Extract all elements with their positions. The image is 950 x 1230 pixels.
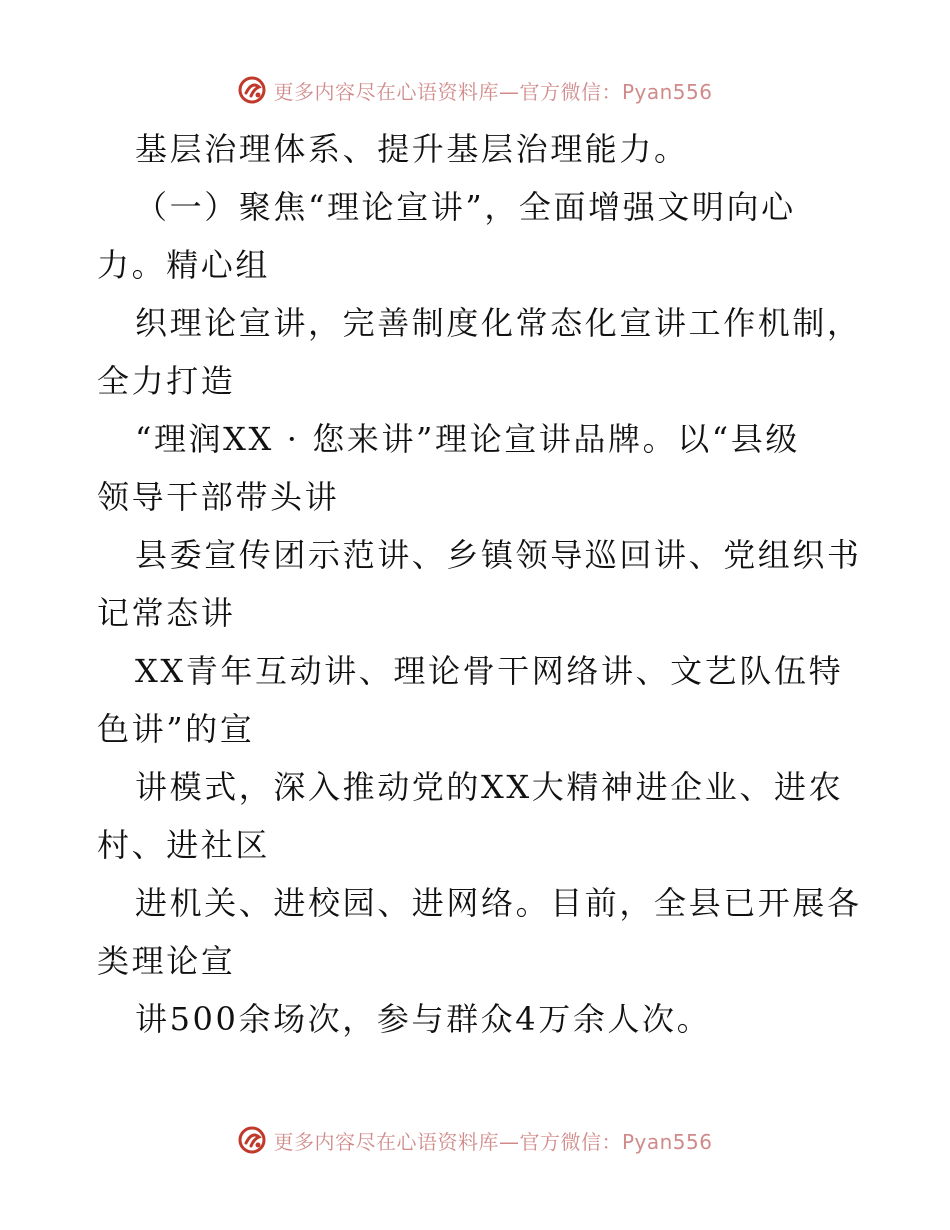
body-line: XX青年互动讲、理论骨干网络讲、文艺队伍特 <box>135 652 844 690</box>
body-line: 记常态讲 <box>97 594 236 632</box>
document-body <box>97 120 867 1048</box>
footer-watermark <box>0 1120 950 1160</box>
body-line: 基层治理体系、提升基层治理能力。 <box>135 130 689 168</box>
body-line: 讲模式，深入推动党的XX大精神进企业、进农 <box>135 768 844 806</box>
body-line: 领导干部带头讲 <box>97 478 340 516</box>
swirl-logo-icon <box>237 1125 267 1155</box>
body-line: 讲500余场次，参与群众4万余人次。 <box>135 1000 712 1038</box>
body-line: 织理论宣讲，完善制度化常态化宣讲工作机制， <box>135 304 862 342</box>
body-line: 力。精心组 <box>97 246 271 284</box>
watermark-text: 更多内容尽在心语资料库—官方微信：Pyan556 <box>273 79 713 104</box>
swirl-logo-icon <box>237 75 267 105</box>
body-line: 进机关、进校园、进网络。目前，全县已开展各 <box>135 884 862 922</box>
body-line: “理润XX · 您来讲”理论宣讲品牌。以“县级 <box>135 420 800 458</box>
body-line: 类理论宣 <box>97 942 236 980</box>
body-line: 全力打造 <box>97 362 236 400</box>
body-line: 村、进社区 <box>97 826 271 864</box>
body-line: 县委宣传团示范讲、乡镇领导巡回讲、党组织书 <box>135 536 862 574</box>
body-line: （一）聚焦“理论宣讲”，全面增强文明向心 <box>135 188 796 226</box>
watermark-text: 更多内容尽在心语资料库—官方微信：Pyan556 <box>273 1129 713 1154</box>
body-line: 色讲”的宣 <box>97 710 255 748</box>
header-watermark <box>0 70 950 110</box>
